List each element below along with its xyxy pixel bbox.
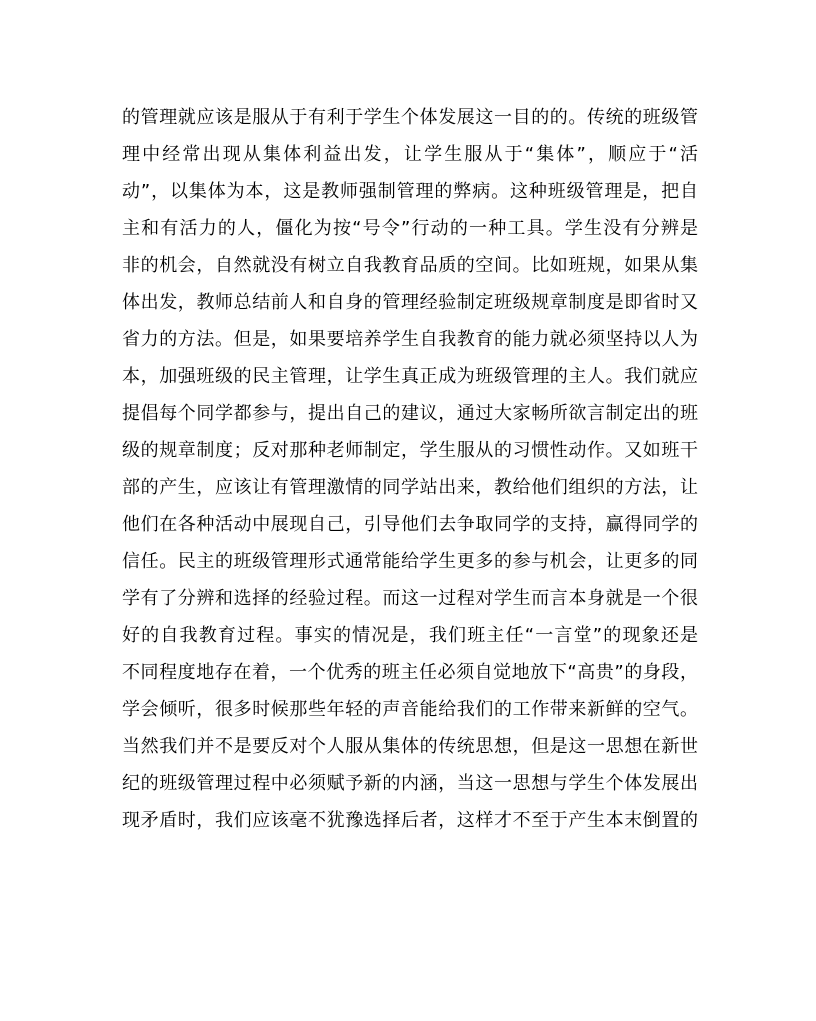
text-line: 学会倾听，很多时候那些年轻的声音能给我们的工作带来新鲜的空气。 <box>122 699 698 720</box>
text-line: 非的机会，自然就没有树立自我教育品质的空间。比如班规，如果从集 <box>122 255 698 276</box>
text-line: 理中经常出现从集体利益出发，让学生服从于“集体”，顺应于“活 <box>122 144 698 165</box>
text-line: 主和有活力的人，僵化为按“号令”行动的一种工具。学生没有分辨是 <box>122 218 698 239</box>
text-line: 的管理就应该是服从于有利于学生个体发展这一目的的。传统的班级管 <box>122 107 698 128</box>
text-line: 当然我们并不是要反对个人服从集体的传统思想，但是这一思想在新世 <box>122 736 698 757</box>
text-line: 他们在各种活动中展现自己，引导他们去争取同学的支持，赢得同学的 <box>122 514 698 535</box>
text-line: 好的自我教育过程。事实的情况是，我们班主任“一言堂”的现象还是 <box>122 625 698 646</box>
text-line: 省力的方法。但是，如果要培养学生自我教育的能力就必须坚持以人为 <box>122 329 698 350</box>
text-line: 体出发，教师总结前人和自身的管理经验制定班级规章制度是即省时又 <box>122 292 698 313</box>
text-line: 现矛盾时，我们应该毫不犹豫选择后者，这样才不至于产生本末倒置的 <box>122 810 698 831</box>
text-line: 本，加强班级的民主管理，让学生真正成为班级管理的主人。我们就应 <box>122 366 698 387</box>
text-line: 不同程度地存在着，一个优秀的班主任必须自觉地放下“高贵”的身段， <box>122 662 698 683</box>
text-line: 提倡每个同学都参与，提出自己的建议，通过大家畅所欲言制定出的班 <box>122 403 698 424</box>
text-line: 学有了分辨和选择的经验过程。而这一过程对学生而言本身就是一个很 <box>122 588 698 609</box>
text-line: 级的规章制度；反对那种老师制定，学生服从的习惯性动作。又如班干 <box>122 440 698 461</box>
text-line: 信任。民主的班级管理形式通常能给学生更多的参与机会，让更多的同 <box>122 551 698 572</box>
text-line: 纪的班级管理过程中必须赋予新的内涵，当这一思想与学生个体发展出 <box>122 773 698 794</box>
text-line: 动”，以集体为本，这是教师强制管理的弊病。这种班级管理是，把自 <box>122 181 698 202</box>
text-line: 部的产生，应该让有管理激情的同学站出来，教给他们组织的方法，让 <box>122 477 698 498</box>
body-text <box>122 99 698 839</box>
